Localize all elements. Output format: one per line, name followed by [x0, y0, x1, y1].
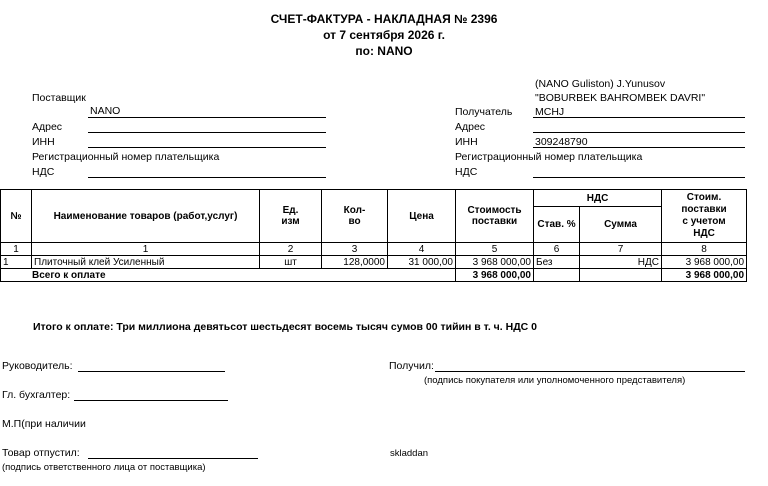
recipient-name-line — [533, 117, 745, 118]
row-name: Плиточный клей Усиленный — [32, 256, 260, 269]
col-number: 5 — [456, 243, 534, 256]
recipient-reg-label: Регистрационный номер плательщика — [455, 151, 643, 163]
received-signature-line — [435, 371, 745, 372]
row-total: 3 968 000,00 — [662, 256, 747, 269]
supplier-address-label: Адрес — [32, 121, 63, 133]
recipient-line2: "BOBURBEK BAHROMBEK DAVRI" — [535, 92, 706, 104]
header-total-line3: с учетом — [682, 216, 726, 227]
released-note: (подпись ответственного лица от поставщика) — [2, 462, 206, 473]
row-unit: шт — [260, 256, 322, 269]
supplier-reg-label: Регистрационный номер плательщика — [32, 151, 220, 163]
header-qty-line1: Кол- — [343, 205, 366, 216]
supplier-name: NANO — [90, 105, 121, 117]
supplier-nds-label: НДС — [32, 166, 55, 178]
recipient-inn-line — [533, 147, 745, 148]
header-name: Наименование товаров (работ,услуг) — [32, 190, 260, 243]
total-nds-rate-empty — [534, 269, 580, 282]
row-cost: 3 968 000,00 — [456, 256, 534, 269]
stamp-label: М.П(при наличии — [2, 418, 86, 430]
table-row — [1, 256, 747, 269]
header-cost-line1: Стоимость — [467, 205, 522, 216]
supplier-name-line — [88, 117, 326, 118]
summary-text: Итого к оплате: Три миллиона девятьсот шестьдесят восемь тысяч сумов 00 тийин в т. ч. НДС 0 — [33, 321, 538, 333]
document-title: СЧЕТ-ФАКТУРА - НАКЛАДНАЯ № 2396 — [270, 12, 498, 26]
total-nds-sum-empty — [580, 269, 662, 282]
header-total-line1: Стоим. — [686, 192, 722, 203]
recipient-label: Получатель — [455, 106, 513, 118]
header-qty-line2: во — [348, 216, 361, 227]
recipient-line1: (NANO Guliston) J.Yunusov — [535, 78, 666, 90]
document-basis: по: NANO — [355, 44, 413, 58]
recipient-inn-label: ИНН — [455, 136, 478, 148]
col-number: 6 — [534, 243, 580, 256]
col-number: 2 — [260, 243, 322, 256]
header-total-line2: поставки — [681, 204, 727, 215]
accountant-label: Гл. бухгалтер: — [2, 389, 71, 401]
warehouse-label: skladdan — [390, 448, 429, 459]
received-label: Получил: — [389, 360, 434, 372]
released-label: Товар отпустил: — [2, 447, 80, 459]
col-number: 1 — [1, 243, 32, 256]
row-nds-rate: Без — [534, 256, 580, 269]
col-number: 3 — [322, 243, 388, 256]
row-price: 31 000,00 — [388, 256, 456, 269]
total-label: Всего к оплате — [32, 269, 106, 281]
table-total-row — [1, 269, 747, 282]
recipient-address-line — [533, 132, 745, 133]
row-nds-sum: НДС — [580, 256, 662, 269]
header-unit — [260, 190, 322, 243]
table-header-row — [1, 190, 747, 207]
recipient-name: MCHJ — [535, 106, 565, 118]
recipient-nds-label: НДС — [455, 166, 478, 178]
header-price: Цена — [388, 190, 456, 243]
header-cost-line2: поставки — [471, 216, 518, 227]
recipient-nds-line — [533, 177, 745, 178]
header-nds-sum: Сумма — [580, 207, 662, 243]
header-num: № — [1, 190, 32, 243]
header-qty — [322, 190, 388, 243]
supplier-address-line — [88, 132, 326, 133]
header-cost — [456, 190, 534, 243]
supplier-nds-line — [88, 177, 326, 178]
col-number: 4 — [388, 243, 456, 256]
header-unit-line1: Ед. — [282, 205, 299, 216]
supplier-label: Поставщик — [32, 92, 86, 104]
supplier-inn-label: ИНН — [32, 136, 55, 148]
received-note: (подпись покупателя или уполномоченного представителя) — [424, 375, 686, 386]
row-qty: 128,0000 — [322, 256, 388, 269]
header-nds: НДС — [534, 190, 662, 207]
document-date: от 7 сентября 2026 г. — [323, 28, 445, 42]
recipient-inn: 309248790 — [535, 136, 588, 148]
header-unit-line2: изм — [281, 216, 300, 227]
supplier-inn-line — [88, 147, 326, 148]
col-number: 1 — [32, 243, 260, 256]
header-nds-rate: Став. % — [534, 207, 580, 243]
table-column-numbers-row — [1, 243, 747, 256]
total-cost: 3 968 000,00 — [456, 269, 534, 282]
invoice-table — [0, 189, 747, 282]
col-number: 7 — [580, 243, 662, 256]
total-sum: 3 968 000,00 — [662, 269, 747, 282]
released-signature-line — [88, 458, 258, 459]
director-label: Руководитель: — [2, 360, 73, 372]
director-signature-line — [78, 371, 225, 372]
accountant-signature-line — [74, 400, 228, 401]
col-number: 8 — [662, 243, 747, 256]
header-total — [662, 190, 747, 243]
total-label-cell — [1, 269, 456, 282]
row-num: 1 — [1, 256, 32, 269]
header-total-line4: НДС — [693, 228, 715, 239]
recipient-address-label: Адрес — [455, 121, 486, 133]
